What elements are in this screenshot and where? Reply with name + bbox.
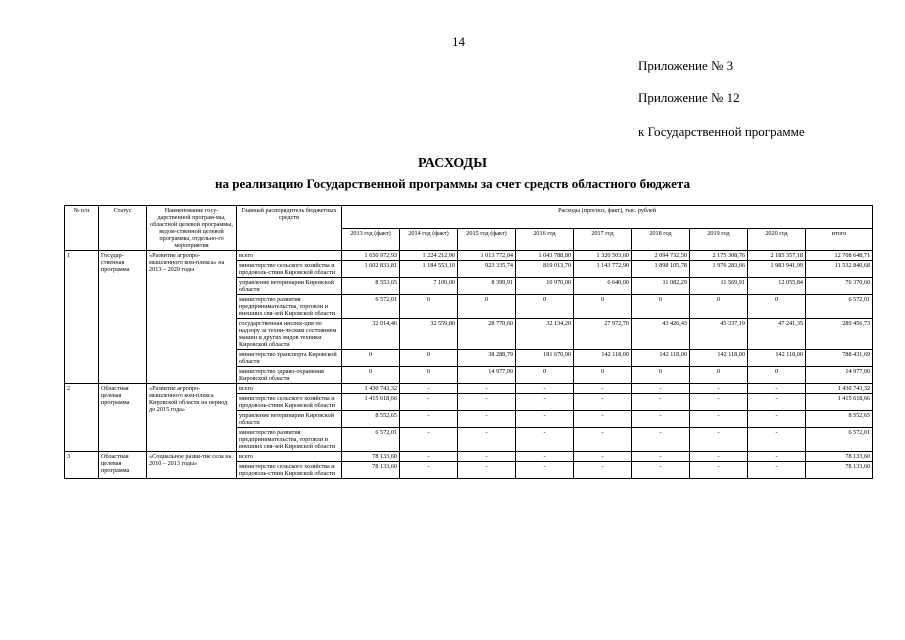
cell-value: 38 288,79	[458, 350, 516, 367]
cell-value: 2 175 308,76	[690, 251, 748, 261]
cell-value: -	[690, 428, 748, 452]
cell-value: -	[632, 411, 690, 428]
cell-value: 28 770,60	[458, 319, 516, 350]
page-number: 14	[452, 34, 465, 49]
cell-distributor: всего	[237, 251, 342, 261]
cell-value: 47 241,35	[748, 319, 806, 350]
cell-value: 1 043 788,80	[516, 251, 574, 261]
header-status: Статус	[99, 206, 147, 251]
cell-value: -	[516, 452, 574, 462]
cell-value: 78 133,60	[342, 452, 400, 462]
cell-value: -	[632, 428, 690, 452]
header-year: 2019 год	[690, 228, 748, 251]
cell-value: -	[458, 384, 516, 394]
cell-value: -	[632, 452, 690, 462]
appendix-line-3: к Государственной программе	[638, 124, 805, 139]
cell-value: 0	[400, 295, 458, 319]
cell-value: -	[458, 428, 516, 452]
cell-status: Областная целевая программа	[99, 384, 147, 452]
cell-value: 8 399,91	[458, 278, 516, 295]
cell-value: -	[574, 394, 632, 411]
table-row	[65, 251, 873, 261]
cell-value: -	[516, 428, 574, 452]
cell-value: 0	[516, 367, 574, 384]
cell-value: 142 118,00	[748, 350, 806, 367]
cell-value: 8 552,65	[806, 411, 873, 428]
cell-value: 32 014,46	[342, 319, 400, 350]
cell-value: 6 640,00	[574, 278, 632, 295]
cell-value: -	[400, 452, 458, 462]
cell-value: -	[516, 462, 574, 479]
cell-value: -	[458, 394, 516, 411]
cell-value: -	[400, 384, 458, 394]
cell-value: 788 431,69	[806, 350, 873, 367]
cell-name: «Социальное разви-тие села на 2010 – 2013 годы»	[147, 452, 237, 479]
cell-value: 142 118,00	[574, 350, 632, 367]
cell-value: -	[516, 411, 574, 428]
header-year: итого	[806, 228, 873, 251]
cell-value: 6 572,01	[806, 428, 873, 452]
header-expenses: Расходы (прогноз, факт), тыс. рублей	[342, 206, 873, 229]
cell-value: 1 898 105,78	[632, 261, 690, 278]
cell-value: 923 335,74	[458, 261, 516, 278]
header-year: 2013 год (факт)	[342, 228, 400, 251]
cell-value: 2 185 357,18	[748, 251, 806, 261]
cell-value: 6 572,01	[806, 295, 873, 319]
cell-value: 1 184 553,10	[400, 261, 458, 278]
cell-value: 0	[342, 367, 400, 384]
cell-value: 78 133,60	[806, 452, 873, 462]
cell-value: 0	[458, 295, 516, 319]
cell-value: 0	[574, 295, 632, 319]
cell-value: 14 977,00	[458, 367, 516, 384]
cell-value: -	[690, 384, 748, 394]
header-year: 2015 год (факт)	[458, 228, 516, 251]
cell-status: Государ-ственная программа	[99, 251, 147, 384]
cell-value: 142 118,00	[632, 350, 690, 367]
cell-distributor: управление ветеринарии Кировской области	[237, 411, 342, 428]
cell-value: 0	[632, 295, 690, 319]
cell-value: 0	[690, 295, 748, 319]
cell-value: 289 456,73	[806, 319, 873, 350]
cell-value: -	[400, 394, 458, 411]
cell-num: 3	[65, 452, 99, 479]
cell-value: 0	[748, 295, 806, 319]
cell-value: 0	[748, 367, 806, 384]
cell-value: -	[632, 462, 690, 479]
appendix-line-2: Приложение № 12	[638, 90, 740, 105]
cell-value: 14 977,00	[806, 367, 873, 384]
header-year: 2020 год	[748, 228, 806, 251]
cell-value: 1 983 941,99	[748, 261, 806, 278]
cell-value: 78 133,60	[342, 462, 400, 479]
table-body	[65, 251, 873, 479]
cell-value: 181 670,90	[516, 350, 574, 367]
cell-value: -	[458, 462, 516, 479]
cell-distributor: министерство транспорта Кировской области	[237, 350, 342, 367]
cell-distributor: министерство развития предпринимательства, торговли и внешних свя-зей Кировской области	[237, 295, 342, 319]
cell-num: 2	[65, 384, 99, 452]
cell-value: 2 094 732,50	[632, 251, 690, 261]
cell-distributor: министерство сельского хозяйства и продоволь-ствия Кировской области	[237, 261, 342, 278]
cell-value: 1 415 618,66	[342, 394, 400, 411]
cell-value: 1 013 772,04	[458, 251, 516, 261]
cell-value: 142 118,00	[690, 350, 748, 367]
cell-value: 8 553,65	[342, 278, 400, 295]
header-year: 2017 год	[574, 228, 632, 251]
cell-value: -	[632, 394, 690, 411]
table-row	[65, 452, 873, 462]
document-subtitle: на реализацию Государственной программы за счет средств областного бюджета	[215, 176, 690, 191]
cell-value: 1 143 772,90	[574, 261, 632, 278]
cell-value: -	[748, 384, 806, 394]
cell-value: -	[690, 394, 748, 411]
cell-value: -	[458, 452, 516, 462]
cell-value: 7 100,00	[400, 278, 458, 295]
cell-value: 819 013,70	[516, 261, 574, 278]
cell-value: 0	[574, 367, 632, 384]
cell-value: 76 370,60	[806, 278, 873, 295]
cell-status: Областная целевая программа	[99, 452, 147, 479]
cell-value: -	[400, 462, 458, 479]
cell-distributor: всего	[237, 452, 342, 462]
cell-value: -	[690, 411, 748, 428]
cell-name: «Развитие агропро-мышленного ком-плекса» на 2013 – 2020 годы	[147, 251, 237, 384]
cell-value: 0	[632, 367, 690, 384]
cell-value: 1 430 743,32	[806, 384, 873, 394]
cell-value: -	[400, 411, 458, 428]
cell-value: -	[400, 428, 458, 452]
cell-num: 1	[65, 251, 99, 384]
cell-value: 12 055,84	[748, 278, 806, 295]
cell-value: 32 134,20	[516, 319, 574, 350]
cell-value: 1 320 503,60	[574, 251, 632, 261]
cell-value: -	[574, 411, 632, 428]
cell-value: 32 559,80	[400, 319, 458, 350]
cell-value: 43 426,43	[632, 319, 690, 350]
cell-value: -	[458, 411, 516, 428]
cell-value: 1 224 212,90	[400, 251, 458, 261]
header-distributor: Главный распорядитель бюджетных средств	[237, 206, 342, 251]
cell-distributor: министерство развития предпринимательства, торговли и внешних свя-зей Кировской области	[237, 428, 342, 452]
cell-value: -	[690, 452, 748, 462]
cell-value: 11 532 840,68	[806, 261, 873, 278]
cell-value: 6 572,01	[342, 428, 400, 452]
expenses-table	[64, 205, 873, 479]
cell-value: -	[574, 428, 632, 452]
header-year: 2016 год	[516, 228, 574, 251]
header-num: № п/п	[65, 206, 99, 251]
cell-name: «Развитие агропро-мышленного ком-плекса Кировской области на период до 2015 года»	[147, 384, 237, 452]
header-year: 2018 год	[632, 228, 690, 251]
cell-value: -	[574, 462, 632, 479]
cell-value: 0	[400, 367, 458, 384]
cell-value: 1 430 743,32	[342, 384, 400, 394]
cell-value: -	[574, 452, 632, 462]
cell-value: 0	[400, 350, 458, 367]
cell-value: 11 082,29	[632, 278, 690, 295]
cell-value: 10 970,00	[516, 278, 574, 295]
cell-value: 1 976 283,66	[690, 261, 748, 278]
cell-value: -	[748, 452, 806, 462]
cell-value: 0	[516, 295, 574, 319]
cell-value: 6 572,01	[342, 295, 400, 319]
cell-value: 8 552,65	[342, 411, 400, 428]
cell-value: 45 337,19	[690, 319, 748, 350]
cell-value: 27 972,70	[574, 319, 632, 350]
cell-value: -	[748, 411, 806, 428]
cell-value: -	[632, 384, 690, 394]
cell-distributor: министерство сельского хозяйства и продоволь-ствия Кировской области	[237, 394, 342, 411]
cell-value: -	[748, 462, 806, 479]
cell-value: -	[516, 394, 574, 411]
cell-value: -	[690, 462, 748, 479]
cell-distributor: министерство здраво-охранения Кировской области	[237, 367, 342, 384]
cell-value: 1 602 833,81	[342, 261, 400, 278]
cell-distributor: всего	[237, 384, 342, 394]
cell-value: 78 133,60	[806, 462, 873, 479]
appendix-line-1: Приложение № 3	[638, 58, 734, 73]
cell-value: -	[516, 384, 574, 394]
cell-distributor: управление ветеринарии Кировской области	[237, 278, 342, 295]
cell-value: 11 569,91	[690, 278, 748, 295]
cell-value: -	[748, 394, 806, 411]
cell-distributor: государственная инспек-ция по надзору за техни-ческим состоянием машин и других видов техники Кировской области	[237, 319, 342, 350]
cell-value: 1 650 972,93	[342, 251, 400, 261]
document-title: РАСХОДЫ	[418, 156, 487, 171]
cell-value: 0	[690, 367, 748, 384]
cell-distributor: министерство сельского хозяйства и продоволь-ствия Кировской области	[237, 462, 342, 479]
cell-value: -	[748, 428, 806, 452]
cell-value: 12 708 648,71	[806, 251, 873, 261]
cell-value: 1 415 618,66	[806, 394, 873, 411]
table-row	[65, 384, 873, 394]
header-year: 2014 год (факт)	[400, 228, 458, 251]
cell-value: 0	[342, 350, 400, 367]
header-name: Наименование госу-дарственной програм-мы, областной целевой программы, ведом-ственной целевой программы, отдельно-го мероприятия	[147, 206, 237, 251]
cell-value: -	[574, 384, 632, 394]
